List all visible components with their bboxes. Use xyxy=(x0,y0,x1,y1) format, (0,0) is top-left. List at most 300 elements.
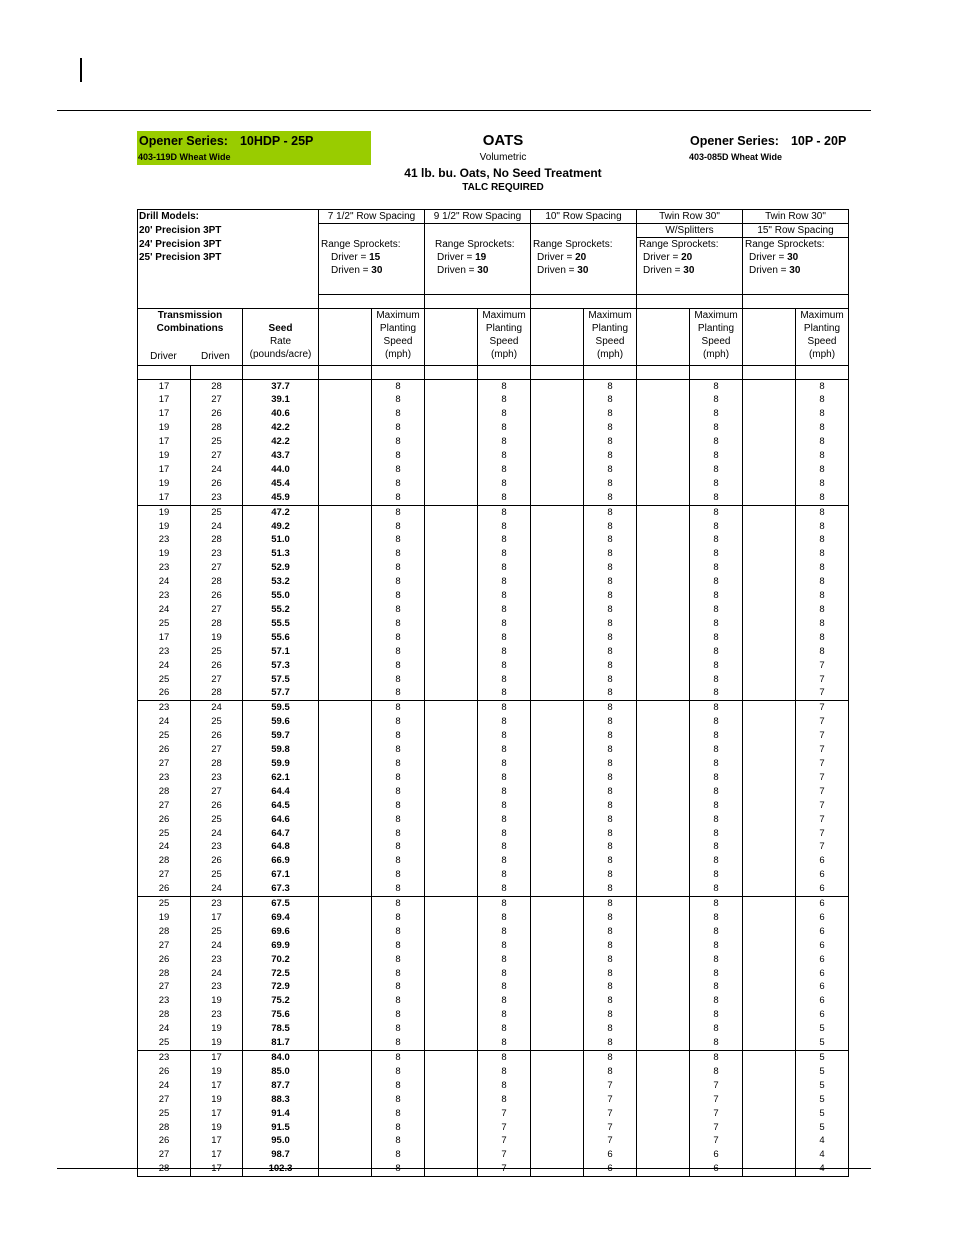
empty-cell xyxy=(743,701,796,715)
table-row xyxy=(138,617,849,631)
table-row xyxy=(138,1162,849,1176)
speed-cell: 8 xyxy=(584,589,637,603)
seed-rate-cell: 59.7 xyxy=(243,729,319,743)
table-row xyxy=(138,854,849,868)
max-speed-header: Maximum Planting Speed (mph) xyxy=(372,308,425,365)
table-row xyxy=(138,491,849,505)
empty-cell xyxy=(743,1121,796,1135)
speed-cell: 8 xyxy=(584,407,637,421)
page-subtitle: Volumetric xyxy=(479,152,527,163)
seed-rate-cell: 84.0 xyxy=(243,1051,319,1065)
speed-cell: 8 xyxy=(372,379,425,393)
table-row xyxy=(138,1093,849,1107)
driver-cell: 25 xyxy=(138,897,191,911)
empty-cell xyxy=(743,617,796,631)
driven-cell: 24 xyxy=(191,701,243,715)
driven-cell: 27 xyxy=(191,673,243,687)
driven-cell: 27 xyxy=(191,449,243,463)
empty-cell xyxy=(743,1107,796,1121)
speed-cell: 6 xyxy=(796,868,849,882)
empty-cell xyxy=(319,1134,372,1148)
empty-cell xyxy=(531,659,584,673)
empty-cell xyxy=(743,435,796,449)
driver-cell: 23 xyxy=(138,533,191,547)
speed-cell: 8 xyxy=(372,715,425,729)
speed-cell: 6 xyxy=(796,953,849,967)
empty-cell xyxy=(743,897,796,911)
seed-rate-cell: 45.9 xyxy=(243,491,319,505)
driver-cell: 26 xyxy=(138,1134,191,1148)
driven-cell: 19 xyxy=(191,1022,243,1036)
empty-cell xyxy=(743,407,796,421)
driver-cell: 25 xyxy=(138,827,191,841)
speed-cell: 8 xyxy=(478,1051,531,1065)
seed-rate-cell: 53.2 xyxy=(243,575,319,589)
driven-cell: 26 xyxy=(191,799,243,813)
seed-rate-cell xyxy=(243,1162,319,1176)
speed-cell: 8 xyxy=(584,813,637,827)
speed-cell: 8 xyxy=(372,1065,425,1079)
empty-cell xyxy=(319,520,372,534)
empty-cell xyxy=(743,868,796,882)
empty-cell xyxy=(319,911,372,925)
seed-rate-cell: 49.2 xyxy=(243,520,319,534)
empty-cell xyxy=(743,967,796,981)
driver-cell: 23 xyxy=(138,1051,191,1065)
speed-cell: 8 xyxy=(584,520,637,534)
empty-cell xyxy=(743,1148,796,1162)
seed-rate-cell: 67.3 xyxy=(243,882,319,896)
speed-cell: 8 xyxy=(372,407,425,421)
speed-cell: 8 xyxy=(584,533,637,547)
speed-cell: 8 xyxy=(584,1065,637,1079)
empty-cell xyxy=(743,603,796,617)
empty-cell xyxy=(425,967,478,981)
driver-cell: 28 xyxy=(138,967,191,981)
empty-cell xyxy=(743,1022,796,1036)
driven-cell: 26 xyxy=(191,659,243,673)
empty-cell xyxy=(531,575,584,589)
speed-cell: 8 xyxy=(584,701,637,715)
driver-cell: 24 xyxy=(138,715,191,729)
seed-rate-cell: 39.1 xyxy=(243,393,319,407)
empty-cell xyxy=(425,645,478,659)
empty-cell xyxy=(319,1051,372,1065)
speed-cell: 8 xyxy=(372,967,425,981)
empty-cell xyxy=(531,1121,584,1135)
speed-cell: 8 xyxy=(478,533,531,547)
driven-cell: 28 xyxy=(191,757,243,771)
driven-cell: 28 xyxy=(191,421,243,435)
speed-cell: 8 xyxy=(690,1051,743,1065)
empty-cell xyxy=(425,868,478,882)
speed-cell: 8 xyxy=(372,505,425,519)
speed-cell: 8 xyxy=(584,575,637,589)
speed-cell: 8 xyxy=(478,463,531,477)
empty-cell xyxy=(319,491,372,505)
speed-cell: 7 xyxy=(796,715,849,729)
driver-cell: 23 xyxy=(138,561,191,575)
speed-cell: 8 xyxy=(690,1036,743,1050)
empty-cell xyxy=(637,980,690,994)
speed-cell: 8 xyxy=(796,645,849,659)
empty-cell xyxy=(425,1148,478,1162)
table-row xyxy=(138,533,849,547)
empty-cell xyxy=(743,1008,796,1022)
driver-cell: 23 xyxy=(138,771,191,785)
speed-cell: 7 xyxy=(690,1079,743,1093)
empty-cell xyxy=(531,785,584,799)
driven-cell: 19 xyxy=(191,1093,243,1107)
opener-series-left xyxy=(137,131,371,165)
empty-cell xyxy=(425,854,478,868)
speed-cell: 8 xyxy=(478,659,531,673)
empty-cell xyxy=(319,449,372,463)
max-speed-header: Maximum Planting Speed (mph) xyxy=(478,308,531,365)
speed-cell: 6 xyxy=(796,882,849,896)
speed-cell: 8 xyxy=(584,1022,637,1036)
seed-rate-cell: 75.2 xyxy=(243,994,319,1008)
driven-cell: 27 xyxy=(191,785,243,799)
driven-cell: 26 xyxy=(191,854,243,868)
empty-cell xyxy=(743,421,796,435)
speed-cell: 8 xyxy=(584,715,637,729)
table-row xyxy=(138,673,849,687)
speed-cell: 8 xyxy=(584,1036,637,1050)
empty-cell xyxy=(425,393,478,407)
speed-cell: 8 xyxy=(372,882,425,896)
speed-cell: 7 xyxy=(796,813,849,827)
table-row xyxy=(138,882,849,896)
empty-cell xyxy=(319,882,372,896)
empty-cell xyxy=(531,868,584,882)
speed-cell: 8 xyxy=(690,757,743,771)
driven-cell: 24 xyxy=(191,520,243,534)
seed-rate-cell: 62.1 xyxy=(243,771,319,785)
driven-cell: 19 xyxy=(191,994,243,1008)
speed-cell: 8 xyxy=(372,631,425,645)
speed-cell: 8 xyxy=(372,799,425,813)
table-row xyxy=(138,701,849,715)
speed-cell: 7 xyxy=(796,827,849,841)
table-row xyxy=(138,813,849,827)
range-sprockets: Range Sprockets: Driver = 15 Driven = 30 xyxy=(319,238,425,295)
empty-cell xyxy=(743,715,796,729)
seed-rate-cell: 64.4 xyxy=(243,785,319,799)
empty-cell xyxy=(637,435,690,449)
driver-cell: 23 xyxy=(138,645,191,659)
empty-cell xyxy=(743,393,796,407)
empty-cell xyxy=(531,1107,584,1121)
driven-cell: 17 xyxy=(191,1051,243,1065)
speed-cell: 8 xyxy=(584,617,637,631)
empty-cell xyxy=(637,520,690,534)
driven-cell xyxy=(191,1162,243,1176)
empty-cell xyxy=(425,575,478,589)
speed-cell: 5 xyxy=(796,1121,849,1135)
empty-cell xyxy=(319,421,372,435)
seed-rate-cell: 88.3 xyxy=(243,1093,319,1107)
empty-cell xyxy=(637,505,690,519)
speed-cell: 8 xyxy=(372,757,425,771)
speed-cell: 8 xyxy=(584,421,637,435)
speed-cell: 8 xyxy=(478,435,531,449)
speed-cell xyxy=(584,1162,637,1176)
seed-rate-table xyxy=(137,209,849,1177)
speed-cell: 8 xyxy=(372,1022,425,1036)
speed-cell: 8 xyxy=(372,659,425,673)
speed-cell: 6 xyxy=(690,1148,743,1162)
empty-cell xyxy=(637,1079,690,1093)
empty-cell xyxy=(743,520,796,534)
speed-cell: 8 xyxy=(372,463,425,477)
empty-cell xyxy=(637,897,690,911)
empty-cell xyxy=(425,882,478,896)
driver-cell: 26 xyxy=(138,882,191,896)
empty-cell xyxy=(425,771,478,785)
speed-cell: 8 xyxy=(690,994,743,1008)
empty-cell xyxy=(743,505,796,519)
empty-cell xyxy=(425,840,478,854)
speed-cell: 8 xyxy=(690,701,743,715)
empty-cell xyxy=(531,701,584,715)
driver-cell: 27 xyxy=(138,980,191,994)
speed-cell: 8 xyxy=(584,939,637,953)
speed-cell: 8 xyxy=(690,477,743,491)
driver-cell: 17 xyxy=(138,435,191,449)
seed-rate-cell: 69.9 xyxy=(243,939,319,953)
empty-cell xyxy=(531,491,584,505)
speed-cell: 8 xyxy=(372,994,425,1008)
driver-cell: 24 xyxy=(138,1022,191,1036)
driven-cell: 25 xyxy=(191,925,243,939)
speed-cell: 7 xyxy=(690,1093,743,1107)
empty-cell xyxy=(319,1079,372,1093)
speed-cell: 7 xyxy=(584,1107,637,1121)
speed-cell: 5 xyxy=(796,1022,849,1036)
speed-cell: 4 xyxy=(796,1148,849,1162)
driver-cell: 23 xyxy=(138,701,191,715)
driver-cell: 26 xyxy=(138,813,191,827)
speed-cell: 8 xyxy=(372,785,425,799)
seed-rate-cell: 72.5 xyxy=(243,967,319,981)
empty-cell xyxy=(637,603,690,617)
seed-rate-cell: 64.8 xyxy=(243,840,319,854)
empty-cell xyxy=(319,994,372,1008)
empty-cell xyxy=(531,1148,584,1162)
speed-cell: 8 xyxy=(584,463,637,477)
empty-cell xyxy=(531,435,584,449)
table-row xyxy=(138,686,849,700)
empty-cell xyxy=(425,925,478,939)
speed-cell: 7 xyxy=(690,1121,743,1135)
speed-cell: 8 xyxy=(372,645,425,659)
speed-cell: 8 xyxy=(372,1008,425,1022)
seed-rate-cell: 57.7 xyxy=(243,686,319,700)
speed-cell: 8 xyxy=(690,435,743,449)
speed-cell: 8 xyxy=(478,491,531,505)
driven-cell: 26 xyxy=(191,407,243,421)
speed-cell: 8 xyxy=(796,393,849,407)
speed-cell: 8 xyxy=(584,840,637,854)
speed-cell: 8 xyxy=(372,1051,425,1065)
empty-cell xyxy=(531,533,584,547)
empty-cell xyxy=(531,771,584,785)
empty-cell xyxy=(531,1093,584,1107)
empty-cell xyxy=(531,505,584,519)
table-row xyxy=(138,994,849,1008)
speed-cell: 8 xyxy=(690,953,743,967)
empty-cell xyxy=(637,1093,690,1107)
speed-cell: 8 xyxy=(584,505,637,519)
speed-cell: 8 xyxy=(478,715,531,729)
speed-cell: 8 xyxy=(796,603,849,617)
speed-cell: 8 xyxy=(372,561,425,575)
bottom-rule xyxy=(57,1168,871,1169)
driver-cell: 24 xyxy=(138,575,191,589)
header-row-3 xyxy=(138,238,849,295)
empty-cell xyxy=(425,1134,478,1148)
speed-cell: 8 xyxy=(372,729,425,743)
seed-rate-cell: 59.9 xyxy=(243,757,319,771)
driver-cell: 25 xyxy=(138,729,191,743)
empty-cell xyxy=(637,1162,690,1176)
empty-cell xyxy=(637,1107,690,1121)
speed-cell: 6 xyxy=(796,967,849,981)
speed-cell: 8 xyxy=(690,547,743,561)
empty-cell xyxy=(319,897,372,911)
speed-cell: 8 xyxy=(690,771,743,785)
empty-cell xyxy=(319,785,372,799)
empty-cell xyxy=(425,491,478,505)
range-sprockets: Range Sprockets: Driver = 20 Driven = 30 xyxy=(531,238,637,295)
table-row xyxy=(138,715,849,729)
empty-cell xyxy=(743,589,796,603)
table-row xyxy=(138,868,849,882)
driven-cell: 24 xyxy=(191,882,243,896)
speed-cell: 7 xyxy=(796,840,849,854)
speed-cell: 8 xyxy=(584,659,637,673)
empty-cell xyxy=(319,1148,372,1162)
speed-cell: 8 xyxy=(796,589,849,603)
empty-cell xyxy=(637,743,690,757)
speed-cell: 8 xyxy=(372,617,425,631)
driven-cell: 19 xyxy=(191,1121,243,1135)
empty-cell xyxy=(637,771,690,785)
speed-cell: 5 xyxy=(796,1065,849,1079)
column-header-spacer xyxy=(138,365,849,379)
speed-cell: 4 xyxy=(796,1134,849,1148)
empty-cell xyxy=(319,1121,372,1135)
empty-cell xyxy=(319,757,372,771)
empty-cell xyxy=(743,1162,796,1176)
drill-model: 25' Precision 3PT xyxy=(139,251,222,263)
speed-cell: 8 xyxy=(478,799,531,813)
empty-cell xyxy=(425,631,478,645)
empty-cell xyxy=(743,911,796,925)
empty-cell xyxy=(743,799,796,813)
empty-cell xyxy=(743,1065,796,1079)
driver-cell: 25 xyxy=(138,1036,191,1050)
empty-cell xyxy=(637,407,690,421)
seed-rate-cell: 52.9 xyxy=(243,561,319,575)
empty-cell xyxy=(425,547,478,561)
empty-cell xyxy=(743,882,796,896)
seed-rate-header: Seed Rate (pounds/acre) xyxy=(243,308,319,365)
speed-cell: 8 xyxy=(478,477,531,491)
speed-cell: 7 xyxy=(690,1134,743,1148)
table-row xyxy=(138,939,849,953)
empty-cell xyxy=(425,435,478,449)
table-row xyxy=(138,463,849,477)
empty-cell xyxy=(319,799,372,813)
speed-cell: 8 xyxy=(690,589,743,603)
driver-cell: 17 xyxy=(138,491,191,505)
driver-cell: 28 xyxy=(138,785,191,799)
speed-cell: 8 xyxy=(478,589,531,603)
speed-cell: 8 xyxy=(584,953,637,967)
speed-cell: 6 xyxy=(796,925,849,939)
empty-cell xyxy=(531,840,584,854)
speed-cell: 8 xyxy=(796,463,849,477)
empty-cell xyxy=(425,1051,478,1065)
empty-cell xyxy=(531,1051,584,1065)
empty-cell xyxy=(637,645,690,659)
empty-cell xyxy=(531,757,584,771)
empty-cell xyxy=(319,1093,372,1107)
empty-cell xyxy=(425,897,478,911)
drill-models-label: Drill Models: xyxy=(138,210,319,224)
max-speed-header: Maximum Planting Speed (mph) xyxy=(796,308,849,365)
speed-cell: 8 xyxy=(478,882,531,896)
driver-cell: 26 xyxy=(138,953,191,967)
speed-cell: 8 xyxy=(690,840,743,854)
speed-cell: 8 xyxy=(372,547,425,561)
empty-cell xyxy=(425,407,478,421)
driver-header: Driver xyxy=(150,350,177,362)
empty-cell xyxy=(425,379,478,393)
speed-cell: 8 xyxy=(584,897,637,911)
empty-cell xyxy=(637,1008,690,1022)
seed-rate-cell: 55.6 xyxy=(243,631,319,645)
empty-cell xyxy=(425,953,478,967)
speed-cell: 8 xyxy=(478,813,531,827)
speed-cell: 8 xyxy=(478,1022,531,1036)
speed-cell: 8 xyxy=(478,939,531,953)
speed-cell: 8 xyxy=(584,547,637,561)
driver-cell: 19 xyxy=(138,505,191,519)
speed-cell: 8 xyxy=(584,1051,637,1065)
empty-cell xyxy=(531,799,584,813)
empty-cell xyxy=(531,911,584,925)
driven-cell: 23 xyxy=(191,953,243,967)
empty-cell xyxy=(637,925,690,939)
empty-cell xyxy=(425,785,478,799)
empty-cell xyxy=(743,575,796,589)
speed-cell: 8 xyxy=(584,854,637,868)
table-row xyxy=(138,799,849,813)
driver-cell: 27 xyxy=(138,1093,191,1107)
empty-cell xyxy=(319,939,372,953)
table-row xyxy=(138,771,849,785)
speed-cell: 8 xyxy=(690,421,743,435)
driver-cell: 28 xyxy=(138,854,191,868)
empty-cell xyxy=(637,533,690,547)
table-row xyxy=(138,1051,849,1065)
empty-cell xyxy=(743,785,796,799)
speed-cell: 8 xyxy=(478,757,531,771)
empty-cell xyxy=(319,435,372,449)
